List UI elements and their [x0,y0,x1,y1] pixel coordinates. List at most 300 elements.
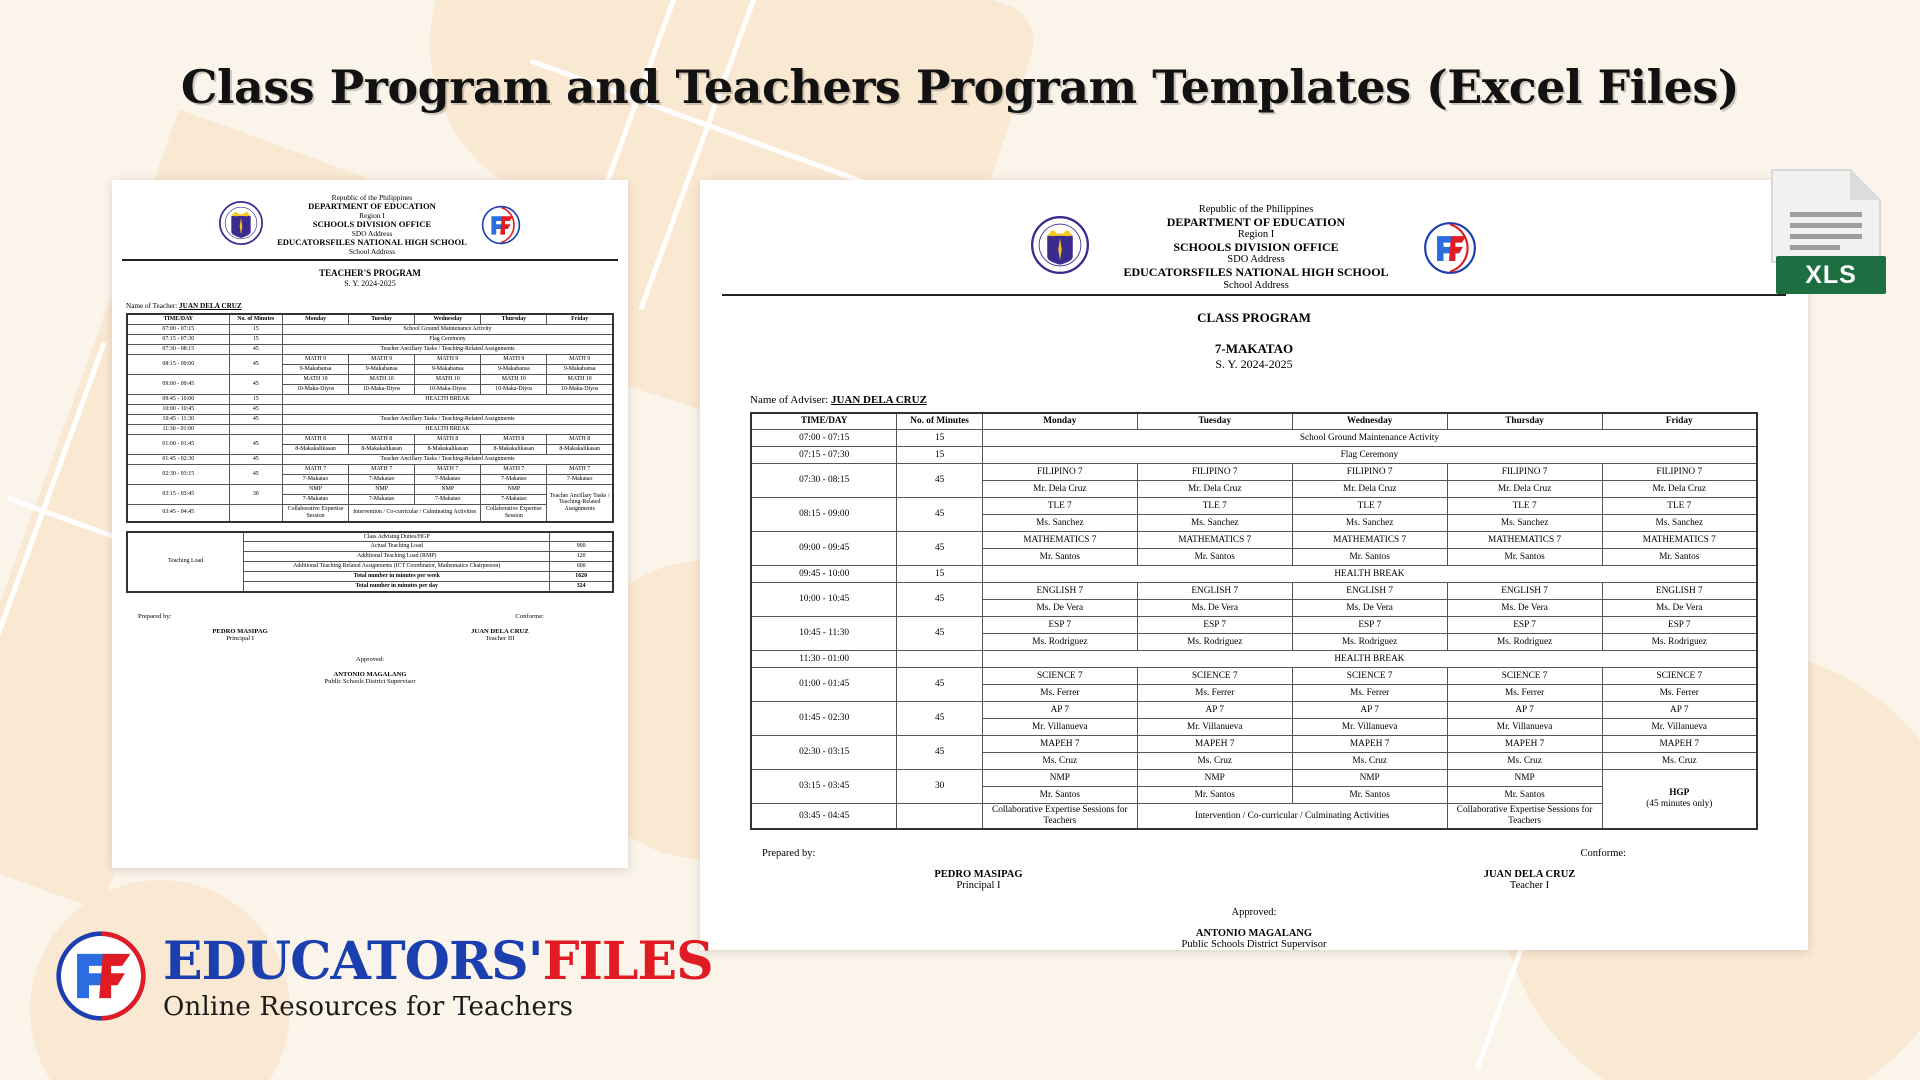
letterhead-rule [700,294,1808,296]
section-cell: Mr. Dela Cruz [1447,481,1602,498]
time-cell: 02:30 - 03:15 [751,736,897,770]
subject-cell: MATH 10 [283,375,349,385]
section-cell: Ms. Sanchez [1447,515,1602,532]
letterhead-line-5: SDO Address [351,228,393,238]
subject-cell: MAPEH 7 [1447,736,1602,753]
subject-cell: NMP [982,770,1137,787]
teacher-doc-title: TEACHER'S PROGRAM [319,268,421,278]
activity-cell: HEALTH BREAK [982,651,1757,668]
time-cell: 07:30 - 08:15 [127,345,229,355]
collaborative-session-cell: Collaborative Expertise Sessions for Teachers [1447,804,1602,829]
subject-cell: AP 7 [1292,702,1447,719]
time-cell: 07:00 - 07:15 [751,430,897,447]
section-cell: 8-Makakalikasan [547,445,613,455]
subject-cell: MATHEMATICS 7 [1602,532,1757,549]
page-title: Class Program and Teachers Program Templates (Excel Files) [180,60,1740,114]
subject-cell: ESP 7 [982,617,1137,634]
conforme-signature [398,628,602,642]
subject-cell: MATH 9 [481,355,547,365]
teacher-cell: Mr. Santos [1137,787,1292,804]
subject-cell: FILIPINO 7 [1447,464,1602,481]
section-cell: Ms. De Vera [1602,600,1757,617]
subject-cell: ENGLISH 7 [1602,583,1757,600]
table-row [751,617,1757,634]
activity-cell [283,405,614,415]
column-header-thursday: Thursday [481,314,547,324]
column-header-time-day: TIME/DAY [751,413,897,430]
section-cell: Ms. Ferrer [1447,685,1602,702]
subject-cell: MATH 7 [415,465,481,475]
minutes-cell: 45 [897,464,983,498]
minutes-cell: 45 [897,532,983,566]
conforme-signature [1313,869,1746,891]
teacher-cell: Mr. Santos [982,787,1137,804]
table-row [751,770,1757,787]
minutes-cell: 30 [897,770,983,804]
hgp-label: HGP [1669,788,1690,799]
approved-name: ANTONIO MAGALANG [1195,927,1313,939]
section-cell: 8-Makakalikasan [283,445,349,455]
subject-cell: MATH 7 [349,465,415,475]
section-cell: 8-Makakalikasan [349,445,415,455]
teaching-load-label: Teaching Load [127,532,244,593]
section-cell: 7-Makatao [349,475,415,485]
subject-cell: MATH 10 [415,375,481,385]
section-cell: Ms. Rodriguez [1447,634,1602,651]
subject-cell: MATHEMATICS 7 [1292,532,1447,549]
approved-name: ANTONIO MAGALANG [333,671,407,679]
section-cell: Ms. De Vera [1137,600,1292,617]
subject-cell: FILIPINO 7 [1602,464,1757,481]
subject-cell: MATH 7 [547,465,613,475]
subject-cell: FILIPINO 7 [1137,464,1292,481]
class-schedule-table-wrap [750,412,1758,830]
minutes-cell: 30 [229,485,282,505]
section-cell: 8-Makakalikasan [481,445,547,455]
prepared-by-label: Prepared by: [762,847,816,859]
subject-cell: MATHEMATICS 7 [982,532,1137,549]
minutes-cell: 45 [229,455,282,465]
subject-cell: ENGLISH 7 [1447,583,1602,600]
table-body [127,325,613,522]
letterhead-line-6: EDUCATORSFILES NATIONAL HIGH SCHOOL [277,237,467,248]
educators-files-logo[interactable] [55,930,713,1027]
class-program-table[interactable] [750,412,1758,830]
time-cell: 09:45 - 10:00 [127,395,229,405]
section-cell: Ms. Cruz [1292,753,1447,770]
column-header-friday: Friday [547,314,613,324]
teacher-cell: Mr. Santos [1447,787,1602,804]
teacher-name-line [126,302,628,310]
section-cell: 9-Makabansa [481,365,547,375]
teachers-program-table[interactable] [126,313,614,522]
letterhead-line-4: SCHOOLS DIVISION OFFICE [312,219,432,230]
section-cell: Ms. Cruz [1602,753,1757,770]
section-cell: 7-Makatao [415,475,481,485]
time-cell: 01:00 - 01:45 [127,435,229,455]
section-cell: Ms. Cruz [1447,753,1602,770]
time-cell: 03:45 - 04:45 [127,505,229,522]
time-cell: 01:45 - 02:30 [127,455,229,465]
column-header-wednesday: Wednesday [415,314,481,324]
minutes-cell: 45 [897,583,983,617]
subject-cell: TLE 7 [982,498,1137,515]
letterhead-line-6: EDUCATORSFILES NATIONAL HIGH SCHOOL [1123,265,1389,280]
time-cell: 10:00 - 10:45 [751,583,897,617]
table-row [127,325,613,335]
subject-cell: ESP 7 [1137,617,1292,634]
activity-cell: School Ground Maintenance Activity [283,325,614,335]
intervention-cell: Intervention / Co-curricular / Culminating Activities [349,505,481,522]
time-cell: 10:00 - 10:45 [127,405,229,415]
load-item-value: 324 [550,582,613,592]
minutes-cell: 45 [229,415,282,425]
minutes-cell: 45 [897,617,983,651]
class-doc-title: CLASS PROGRAM [1197,310,1311,326]
activity-cell: Teacher Ancillary Tasks / Teaching-Related Assignments [283,455,614,465]
column-header-no-of-minutes: No. of Minutes [897,413,983,430]
subject-cell: MATH 8 [481,435,547,445]
minutes-cell: 15 [229,335,282,345]
section-cell: 10-Maka-Diyos [415,385,481,395]
adviser-name-label: Name of Adviser: [750,393,829,406]
minutes-cell: 15 [897,566,983,583]
letterhead-line-2: DEPARTMENT OF EDUCATION [308,201,436,212]
minutes-cell: 45 [229,465,282,485]
subject-cell: MATH 9 [349,355,415,365]
table-header-row [751,413,1757,430]
table-header-row [127,314,613,324]
minutes-cell [897,651,983,668]
subject-cell: AP 7 [1602,702,1757,719]
adviser-name-line [750,394,1808,406]
deped-seal-icon [1031,216,1089,279]
table-body [751,430,1757,829]
table-row [751,668,1757,685]
intervention-cell: Intervention / Co-curricular / Culminating Activities [1137,804,1447,829]
subject-cell: NMP [481,485,547,495]
prepared-by-name: PEDRO MASIPAG [934,868,1023,880]
minutes-cell [897,804,983,829]
section-cell: 10-Maka-Diyos [283,385,349,395]
subject-cell: NMP [349,485,415,495]
approved-role: Public Schools District Supervisor [324,678,416,686]
conforme-label: Conforme: [1580,847,1626,859]
section-cell: Ms. De Vera [1292,600,1447,617]
collaborative-session-cell: Collaborative Expertise Sessions for Teachers [982,804,1137,829]
load-body [127,532,613,593]
section-cell: Mr. Dela Cruz [982,481,1137,498]
teachers-program-document[interactable] [112,180,628,868]
subject-cell: MATH 10 [481,375,547,385]
load-item-value: 1620 [550,572,613,582]
letterhead-text [277,194,467,256]
hgp-note: (45 minutes only) [1646,799,1713,809]
table-row [127,435,613,445]
subject-cell: TLE 7 [1602,498,1757,515]
load-item-label: Total number in minutes per week [244,572,550,582]
section-cell: Ms. Sanchez [982,515,1137,532]
section-cell: 9-Makabansa [349,365,415,375]
minutes-cell: 45 [229,375,282,395]
activity-cell: HEALTH BREAK [982,566,1757,583]
teacher-name-label: Name of Teacher: [126,302,178,311]
table-row [127,405,613,415]
teaching-load-table-wrap [126,531,614,594]
subject-cell: AP 7 [982,702,1137,719]
xls-badge-label: XLS [1805,260,1857,289]
section-cell: Ms. Rodriguez [982,634,1137,651]
subject-cell: NMP [1447,770,1602,787]
prepared-by-name: PEDRO MASIPAG [212,628,268,636]
subject-cell: MATH 7 [481,465,547,475]
teacher-schedule-table-wrap [126,313,614,522]
subject-cell: FILIPINO 7 [1292,464,1447,481]
section-cell: Mr. Santos [1292,549,1447,566]
minutes-cell: 45 [229,435,282,455]
subject-cell: SCIENCE 7 [1447,668,1602,685]
prepared-by-signature [138,628,342,642]
load-item-label: Additional Teaching Related Assignments (ICT Coordinator, Mathematics Chairperson) [244,562,550,572]
class-section: 7-MAKATAO [1214,340,1294,356]
subject-cell: MATH 10 [349,375,415,385]
section-cell: 10-Maka-Diyos [547,385,613,395]
time-cell: 08:15 - 09:00 [751,498,897,532]
time-cell: 09:00 - 09:45 [127,375,229,395]
section-cell: 10-Maka-Diyos [349,385,415,395]
table-row [127,425,613,435]
subject-cell: ENGLISH 7 [1137,583,1292,600]
activity-cell: HEALTH BREAK [283,425,614,435]
column-header-no-of-minutes: No. of Minutes [229,314,282,324]
table-row [127,355,613,365]
table-row [127,395,613,405]
minutes-cell: 45 [897,736,983,770]
class-signature-area [700,848,1808,950]
column-header-monday: Monday [982,413,1137,430]
table-row [127,345,613,355]
subject-cell: AP 7 [1447,702,1602,719]
section-cell: Ms. De Vera [982,600,1137,617]
time-cell: 07:00 - 07:15 [127,325,229,335]
time-cell: 07:15 - 07:30 [127,335,229,345]
ef-circle-logo-icon [481,205,521,245]
table-row [127,415,613,425]
minutes-cell: 15 [229,325,282,335]
subject-cell: MATH 8 [349,435,415,445]
letterhead [112,180,628,256]
minutes-cell: 15 [229,395,282,405]
subject-cell: MAPEH 7 [1292,736,1447,753]
prepared-by-label: Prepared by: [138,613,172,621]
subject-cell: FILIPINO 7 [982,464,1137,481]
section-cell: Mr. Santos [1447,549,1602,566]
prepared-by-role: Principal I [226,635,254,643]
conforme-name: JUAN DELA CRUZ [1483,868,1576,880]
section-cell: Ms. Ferrer [1137,685,1292,702]
adviser-name-value: JUAN DELA CRUZ [830,393,927,406]
table-row [127,532,613,542]
load-item-label: Actual Teaching Load [244,542,550,552]
minutes-cell: 45 [229,345,282,355]
minutes-cell: 15 [897,430,983,447]
section-cell: Mr. Santos [1137,549,1292,566]
section-cell: 7-Makatao [283,495,349,505]
column-header-tuesday: Tuesday [1137,413,1292,430]
table-row [751,498,1757,515]
minutes-cell: 45 [229,355,282,375]
table-row [127,465,613,475]
section-cell: 9-Makabansa [283,365,349,375]
approved-role: Public Schools District Supervisor [1181,938,1327,950]
section-cell: Mr. Villanueva [982,719,1137,736]
time-cell: 11:30 - 01:00 [127,425,229,435]
teaching-load-table[interactable] [126,531,614,594]
subject-cell: SCIENCE 7 [1137,668,1292,685]
load-item-value: 600 [550,562,613,572]
subject-cell: TLE 7 [1137,498,1292,515]
section-cell: 7-Makatao [415,495,481,505]
time-cell: 01:45 - 02:30 [751,702,897,736]
minutes-cell: 45 [897,702,983,736]
subject-cell: MATH 7 [283,465,349,475]
subject-cell: ENGLISH 7 [1292,583,1447,600]
section-cell: 7-Makatao [349,495,415,505]
letterhead-line-2: DEPARTMENT OF EDUCATION [1166,214,1346,229]
letterhead [700,180,1808,291]
section-cell: Mr. Dela Cruz [1292,481,1447,498]
class-school-year: S. Y. 2024-2025 [1215,356,1293,371]
load-item-label: Class Advising Duties/HGP [244,532,550,542]
letterhead-text [1123,204,1388,291]
xls-file-badge[interactable] [1768,168,1888,296]
column-header-time-day: TIME/DAY [127,314,229,324]
collaborative-session-cell: Collaborative Expertise Session [481,505,547,522]
subject-cell: MAPEH 7 [1137,736,1292,753]
letterhead-line-7: School Address [1223,279,1289,291]
table-row [751,447,1757,464]
time-cell: 07:30 - 08:15 [751,464,897,498]
section-cell: Ms. Ferrer [1292,685,1447,702]
teacher-name-value: JUAN DELA CRUZ [179,302,242,311]
section-cell: 9-Makabansa [415,365,481,375]
minutes-cell: 45 [897,498,983,532]
logo-word-files: FILES [542,930,713,992]
subject-cell: NMP [1292,770,1447,787]
subject-cell: SCIENCE 7 [982,668,1137,685]
approved-signature [762,928,1746,950]
subject-cell: MATH 9 [283,355,349,365]
table-row [751,430,1757,447]
letterhead-line-1: Republic of the Philippines [331,193,413,202]
subject-cell: NMP [1137,770,1292,787]
teacher-signature-area [112,613,628,685]
section-cell: Ms. Rodriguez [1137,634,1292,651]
load-item-value [550,532,613,542]
column-header-wednesday: Wednesday [1292,413,1447,430]
activity-cell: Teacher Ancillary Tasks / Teaching-Related Assignments [283,415,614,425]
table-row [127,455,613,465]
ef-circle-logo-icon [1423,221,1477,275]
time-cell: 08:15 - 09:00 [127,355,229,375]
section-cell: Mr. Villanueva [1137,719,1292,736]
table-row [751,702,1757,719]
subject-cell: MATH 8 [283,435,349,445]
minutes-cell [229,425,282,435]
subject-cell: AP 7 [1137,702,1292,719]
section-cell: Ms. Cruz [1137,753,1292,770]
minutes-cell: 45 [229,405,282,415]
time-cell: 10:45 - 11:30 [751,617,897,651]
collaborative-session-cell: Collaborative Expertise Session [283,505,349,522]
column-header-thursday: Thursday [1447,413,1602,430]
approved-label: Approved: [355,656,385,664]
conforme-label: Conforme: [515,613,544,621]
subject-cell: ESP 7 [1447,617,1602,634]
section-cell: Ms. Sanchez [1602,515,1757,532]
column-header-tuesday: Tuesday [349,314,415,324]
logo-tagline: Online Resources for Teachers [163,991,574,1022]
time-cell: 10:45 - 11:30 [127,415,229,425]
table-row [751,736,1757,753]
time-cell: 01:00 - 01:45 [751,668,897,702]
section-cell: Ms. Cruz [982,753,1137,770]
subject-cell: NMP [283,485,349,495]
table-row [127,485,613,495]
deped-seal-icon [219,201,263,250]
section-cell: Ms. Ferrer [982,685,1137,702]
teacher-cell: Mr. Santos [1292,787,1447,804]
subject-cell: TLE 7 [1292,498,1447,515]
logo-wordmark [163,930,713,1022]
table-row [751,566,1757,583]
class-program-document[interactable] [700,180,1808,950]
section-cell: Ms. Sanchez [1292,515,1447,532]
subject-cell: MATHEMATICS 7 [1447,532,1602,549]
time-cell: 03:15 - 03:45 [127,485,229,505]
table-row [751,464,1757,481]
table-row [751,583,1757,600]
subject-cell: ESP 7 [1602,617,1757,634]
minutes-cell: 15 [897,447,983,464]
section-cell: 7-Makatao [481,495,547,505]
conforme-name: JUAN DELA CRUZ [471,628,529,636]
approved-label: Approved: [1231,906,1277,918]
section-cell: 7-Makatao [481,475,547,485]
letterhead-rule [112,259,628,261]
conforme-role: Teacher III [485,635,515,643]
activity-cell: Teacher Ancillary Tasks / Teaching-Related Assignments [283,345,614,355]
hgp-cell [1602,770,1757,829]
time-cell: 07:15 - 07:30 [751,447,897,464]
load-item-value: 900 [550,542,613,552]
section-cell: Ms. Ferrer [1602,685,1757,702]
subject-cell: TLE 7 [1447,498,1602,515]
letterhead-line-4: SCHOOLS DIVISION OFFICE [1173,239,1339,254]
subject-cell: MATHEMATICS 7 [1137,532,1292,549]
time-cell: 09:00 - 09:45 [751,532,897,566]
subject-cell: MATH 9 [547,355,613,365]
subject-cell: MAPEH 7 [982,736,1137,753]
section-cell: Mr. Villanueva [1292,719,1447,736]
minutes-cell: 45 [897,668,983,702]
section-cell: Mr. Villanueva [1602,719,1757,736]
time-cell: 03:45 - 04:45 [751,804,897,829]
section-cell: 7-Makatao [547,475,613,485]
subject-cell: ENGLISH 7 [982,583,1137,600]
load-item-value: 120 [550,552,613,562]
section-cell: 10-Maka-Diyos [481,385,547,395]
